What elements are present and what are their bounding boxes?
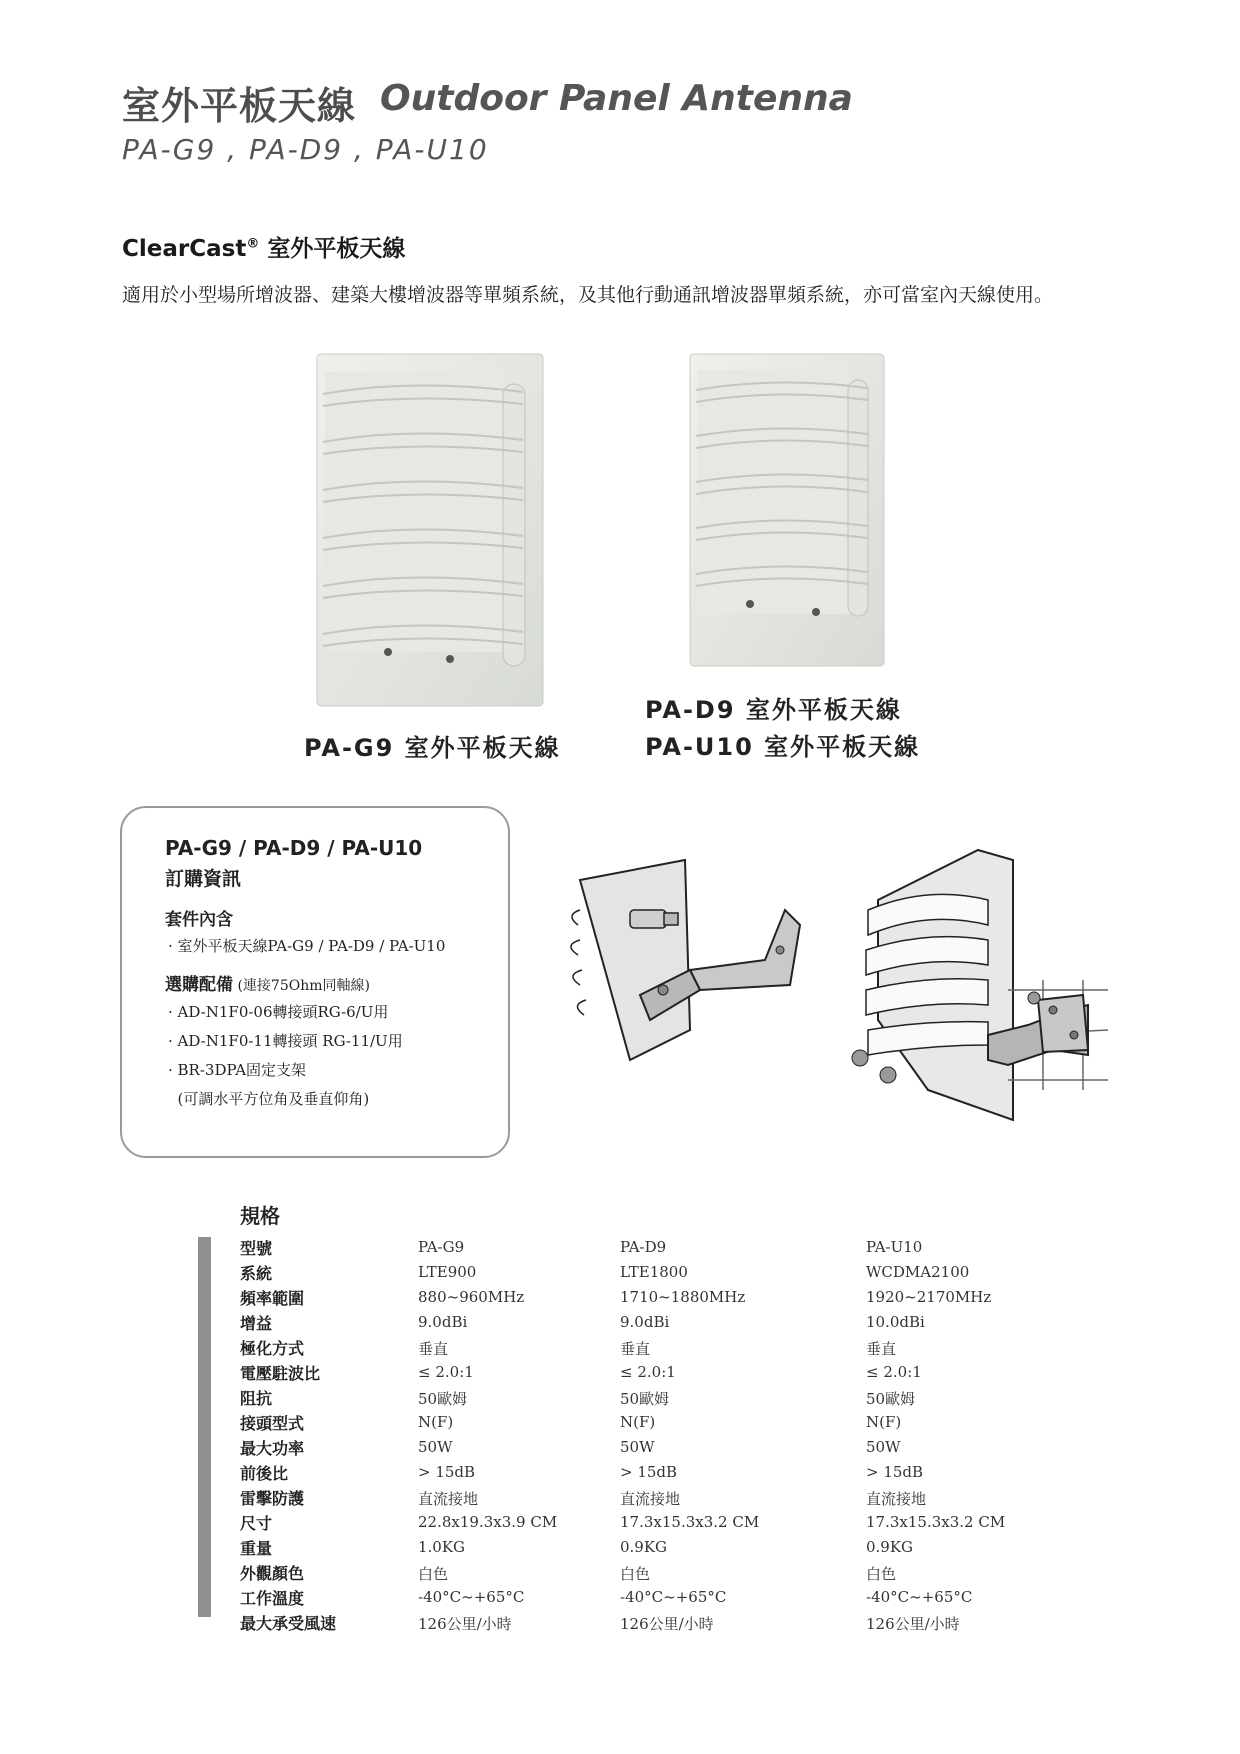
kit-contents-title: 套件內含 [165,910,233,930]
antenna-pa-d9-u10-image [688,352,888,670]
spec-value-u10: ≤ 2.0:1 [866,1363,922,1381]
spec-label: 阻抗 [240,1389,273,1408]
kit-item: · 室外平板天線PA-G9 / PA-D9 / PA-U10 [168,937,446,955]
spec-value-u10: 0.9KG [866,1538,914,1556]
spec-value-g9: 1.0KG [418,1538,466,1556]
spec-value-d9: 直流接地 [620,1490,681,1508]
accessory-item: · AD-N1F0-11轉接頭 RG-11/U用 [168,1032,403,1050]
spec-label: 接頭型式 [240,1414,305,1433]
spec-label: 電壓駐波比 [240,1364,321,1383]
spec-value-u10: 直流接地 [866,1490,927,1508]
spec-value-d9: 126公里/小時 [620,1615,714,1633]
spec-value-u10: -40°C~+65°C [866,1588,973,1606]
optional-accessories-title [165,970,370,995]
spec-value-d9: 50W [620,1438,655,1456]
spec-label: 重量 [240,1539,273,1558]
brand-name: ClearCast [122,236,247,262]
spec-value-u10: 50W [866,1438,901,1456]
spec-value-g9: 50W [418,1438,453,1456]
spec-value-u10: N(F) [866,1413,902,1431]
spec-value-g9: 22.8x19.3x3.9 CM [418,1513,558,1531]
spec-value-u10: > 15dB [866,1463,924,1481]
page-title-chinese: 室外平板天線 [122,84,357,128]
spec-value-u10: 126公里/小時 [866,1615,960,1633]
spec-value-u10: WCDMA2100 [866,1263,970,1281]
spec-value-g9: 白色 [418,1565,449,1583]
spec-value-u10: 白色 [866,1565,897,1583]
specs-title: 規格 [240,1204,280,1228]
spec-value-d9: 0.9KG [620,1538,668,1556]
spec-value-g9: N(F) [418,1413,454,1431]
model-list: PA-G9 , PA-D9 , PA-U10 [122,133,489,166]
spec-value-g9: PA-G9 [418,1238,465,1256]
bracket-mount-illustration-rear [838,840,1118,1130]
spec-value-g9: > 15dB [418,1463,476,1481]
spec-value-u10: 1920~2170MHz [866,1288,992,1306]
spec-label: 增益 [240,1314,273,1333]
accessory-item-note: (可調水平方位角及垂直仰角) [168,1090,370,1108]
spec-value-d9: 白色 [620,1565,651,1583]
spec-label: 最大承受風速 [240,1614,337,1633]
spec-label: 前後比 [240,1464,289,1483]
spec-value-u10: 垂直 [866,1340,897,1358]
spec-label: 工作溫度 [240,1589,305,1608]
spec-value-g9: ≤ 2.0:1 [418,1363,474,1381]
section-title-rest: 室外平板天線 [259,236,406,262]
spec-label: 頻率範圍 [240,1289,305,1308]
spec-value-d9: N(F) [620,1413,656,1431]
spec-value-d9: ≤ 2.0:1 [620,1363,676,1381]
spec-value-d9: 17.3x15.3x3.2 CM [620,1513,760,1531]
caption-pa-g9: PA-G9 室外平板天線 [304,734,561,762]
registered-mark: ® [246,236,260,252]
ordering-models: PA-G9 / PA-D9 / PA-U10 [165,836,423,860]
section-title [122,230,405,263]
spec-value-d9: 垂直 [620,1340,651,1358]
spec-value-d9: -40°C~+65°C [620,1588,727,1606]
spec-value-d9: 50歐姆 [620,1390,670,1408]
spec-value-d9: > 15dB [620,1463,678,1481]
spec-value-d9: LTE1800 [620,1263,688,1281]
accessory-item: · BR-3DPA固定支架 [168,1061,307,1079]
spec-value-g9: 9.0dBi [418,1313,468,1331]
spec-value-g9: 50歐姆 [418,1390,468,1408]
spec-label: 雷擊防護 [240,1489,305,1508]
optional-note: (連接75Ohm同軸線) [233,978,370,994]
spec-label: 尺寸 [240,1514,273,1533]
spec-label: 外觀顏色 [240,1564,305,1583]
spec-value-u10: PA-U10 [866,1238,923,1256]
ordering-subtitle: 訂購資訊 [165,868,242,890]
spec-value-g9: LTE900 [418,1263,477,1281]
spec-label: 最大功率 [240,1439,305,1458]
spec-label: 系統 [240,1264,273,1283]
spec-value-g9: -40°C~+65°C [418,1588,525,1606]
spec-value-d9: 9.0dBi [620,1313,670,1331]
caption-pa-d9: PA-D9 室外平板天線 [645,696,902,724]
caption-pa-u10: PA-U10 室外平板天線 [645,733,921,761]
spec-value-u10: 17.3x15.3x3.2 CM [866,1513,1006,1531]
spec-value-g9: 126公里/小時 [418,1615,512,1633]
specs-side-bar [198,1237,211,1617]
spec-value-g9: 880~960MHz [418,1288,525,1306]
page-title-english: Outdoor Panel Antenna [380,78,853,119]
antenna-pa-g9-image [315,352,547,712]
bracket-mount-illustration-side [560,850,810,1070]
spec-label: 極化方式 [240,1339,305,1358]
spec-label: 型號 [240,1239,273,1258]
spec-value-g9: 垂直 [418,1340,449,1358]
spec-value-d9: PA-D9 [620,1238,667,1256]
intro-description: 適用於小型場所增波器、建築大樓增波器等單頻系統，及其他行動通訊增波器單頻系統，亦可當室內天線使用。 [122,284,1054,306]
spec-value-u10: 10.0dBi [866,1313,925,1331]
accessory-item: · AD-N1F0-06轉接頭RG-6/U用 [168,1003,389,1021]
spec-value-u10: 50歐姆 [866,1390,916,1408]
spec-value-g9: 直流接地 [418,1490,479,1508]
spec-value-d9: 1710~1880MHz [620,1288,746,1306]
optional-title-text: 選購配備 [165,975,233,995]
